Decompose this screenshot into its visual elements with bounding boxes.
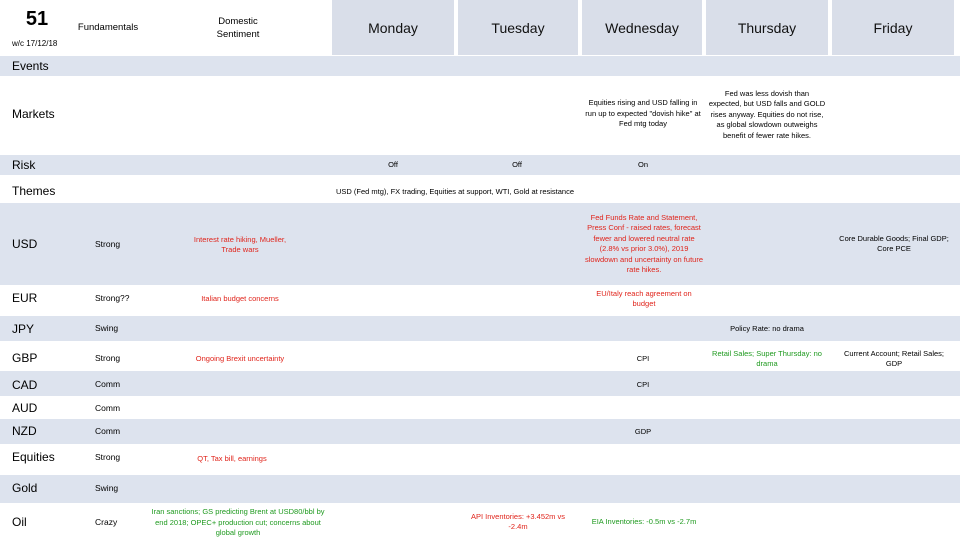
week-number: 51 [25, 8, 49, 30]
event-usd-friday: Core Durable Goods; Final GDP; Core PCE [839, 233, 949, 253]
markets-thursday: Fed was less dovish than expected, but USD falls and GOLD rises anyway. Equities do not rise, as global slowdown outweighs benefit of fewer rate hikes. [708, 88, 826, 140]
fundamentals-aud: Comm [95, 403, 121, 413]
events-row-band [0, 56, 960, 76]
sentiment-oil: Iran sanctions; GS predicting Brent at USD80/bbl by end 2018; OPEC+ production cut; concerns about global growth [151, 507, 325, 538]
row-label-aud: AUD [12, 401, 38, 415]
fundamentals-gold: Swing [95, 483, 119, 493]
nzd-row-band [0, 419, 960, 444]
event-nzd-wednesday: GDP [634, 426, 652, 436]
fundamentals-gbp: Strong [95, 353, 121, 363]
sentiment-gbp: Ongoing Brexit uncertainty [195, 353, 285, 363]
row-label-jpy: JPY [12, 322, 35, 336]
row-label-markets: Markets [12, 107, 55, 121]
sentiment-eur: Italian budget concerns [201, 293, 279, 303]
day-header-monday: Monday [332, 0, 454, 55]
fundamentals-cad: Comm [95, 379, 121, 389]
row-label-eur: EUR [12, 291, 38, 305]
event-oil-wednesday: EIA Inventories: -0.5m vs -2.7m [591, 516, 697, 526]
fundamentals-oil: Crazy [95, 517, 118, 527]
day-header-wednesday: Wednesday [582, 0, 702, 55]
event-jpy-thursday: Policy Rate: no drama [730, 323, 804, 333]
row-label-themes: Themes [12, 184, 56, 198]
markets-wednesday: Equities rising and USD falling in run up to expected "dovish hike" at Fed mtg today [585, 98, 701, 129]
row-label-usd: USD [12, 237, 38, 251]
sentiment-header: Domestic Sentiment [216, 16, 260, 40]
fundamentals-eur: Strong?? [95, 293, 130, 303]
gold-row-band [0, 475, 960, 503]
risk-tuesday: Off [512, 159, 522, 169]
row-label-equities: Equities [12, 450, 55, 464]
event-eur-wednesday: EU/Italy reach agreement on budget [596, 288, 692, 308]
usd-row-band [0, 203, 960, 285]
themes-text: USD (Fed mtg), FX trading, Equities at support, WTI, Gold at resistance [336, 186, 575, 196]
event-gbp-friday: Current Account; Retail Sales; GDP [843, 348, 945, 368]
event-cad-wednesday: CPI [636, 379, 650, 389]
fundamentals-equities: Strong [95, 452, 121, 462]
row-label-oil: Oil [12, 515, 27, 529]
fundamentals-nzd: Comm [95, 426, 121, 436]
event-usd-wednesday: Fed Funds Rate and Statement, Press Conf - raised rates, forecast fewer and lowered neutral rate (2.8% vs prior 3.0%), 2019 slowdown and uncertainty on future rate hikes. [585, 212, 703, 274]
row-label-events: Events [12, 59, 49, 73]
event-oil-tuesday: API Inventories: +3.452m vs -2.4m [470, 511, 565, 531]
row-label-cad: CAD [12, 378, 38, 392]
risk-wednesday: On [637, 159, 648, 169]
day-header-friday: Friday [832, 0, 954, 55]
row-label-risk: Risk [12, 158, 36, 172]
event-gbp-thursday: Retail Sales; Super Thursday: no drama [712, 348, 822, 368]
week-date: w/c 17/12/18 [12, 39, 58, 48]
fundamentals-usd: Strong [95, 239, 121, 249]
risk-row-band [0, 155, 960, 175]
day-header-thursday: Thursday [706, 0, 828, 55]
event-gbp-wednesday: CPI [636, 353, 650, 363]
row-label-gold: Gold [12, 481, 38, 495]
fundamentals-header: Fundamentals [77, 22, 139, 33]
row-label-gbp: GBP [12, 351, 38, 365]
row-label-nzd: NZD [12, 424, 37, 438]
cad-row-band [0, 371, 960, 396]
fundamentals-jpy: Swing [95, 323, 119, 333]
sentiment-equities: QT, Tax bill, earnings [197, 453, 267, 463]
risk-monday: Off [388, 159, 398, 169]
day-header-tuesday: Tuesday [458, 0, 578, 55]
sentiment-usd: Interest rate hiking, Mueller, Trade wars [193, 234, 287, 254]
